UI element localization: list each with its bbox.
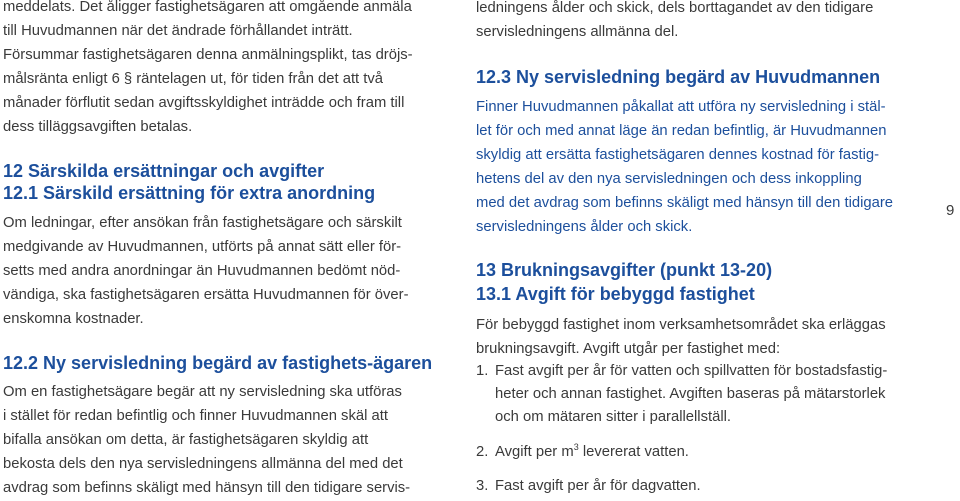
text-line: ledningens ålder och skick, dels borttagandet av den tidigare — [476, 0, 874, 16]
section-13-1-heading: 13.1 Avgift för bebyggd fastighet — [476, 284, 755, 304]
list-item — [476, 360, 927, 429]
list-number: 2. — [476, 444, 489, 460]
section-12-3-heading: 12.3 Ny servisledning begärd av Huvudmannen — [476, 67, 881, 87]
text-line: Finner Huvudmannen påkallat att utföra ny servisledning i stäl- — [476, 99, 886, 115]
continuation-paragraph — [476, 0, 873, 44]
text-line — [495, 441, 927, 464]
text-line: enskomna kostnader. — [3, 311, 144, 327]
text-line: bifalla ansökan om detta, är fastighetsägaren skyldig att — [3, 432, 369, 448]
text-line: Om ledningar, efter ansökan från fastighetsägare och särskilt — [3, 215, 402, 231]
section-13-1-body — [476, 313, 886, 361]
section-12-2-heading: 12.2 Ny servisledning begärd av fastighets-ägaren — [3, 353, 433, 373]
text-line: meddelats. Det åligger fastighetsägaren att omgående anmäla — [3, 0, 412, 15]
section-12-2-body — [3, 380, 410, 500]
text-line: let för och med annat läge än redan befintlig, är Huvudmannen — [476, 123, 887, 139]
section-12-1-body — [3, 211, 409, 331]
intro-paragraph — [3, 0, 413, 139]
list-text-post: levererat vatten. — [578, 444, 689, 460]
text-line: medgivande av Huvudmannen, utförts på annat sätt eller för- — [3, 239, 402, 255]
text-line: brukningsavgift. Avgift utgår per fastighet med: — [476, 341, 781, 357]
list-item — [476, 441, 927, 464]
text-line: månader förflutit sedan avgiftsskyldighet inträdde och fram till — [3, 95, 405, 111]
section-13-heading: 13 Brukningsavgifter (punkt 13-20) — [476, 260, 773, 280]
text-line: i stället för redan befintlig och finner Huvudmannen skäl att — [3, 408, 388, 424]
text-line: dess tilläggsavgiften betalas. — [3, 119, 193, 135]
text-line: Fast avgift per år för vatten och spillvatten för bostadsfastig- — [495, 363, 888, 379]
section-12-heading: 12 Särskilda ersättningar och avgifter — [3, 161, 325, 181]
text-line: setts med andra anordningar än Huvudmannen bedömt nöd- — [3, 263, 401, 279]
text-line: med det avdrag som befinns skäligt med hänsyn till den tidigare — [476, 195, 894, 211]
text-line: vändiga, ska fastighetsägaren ersätta Huvudmannen för över- — [3, 287, 409, 303]
text-line: servisledningens ålder och skick. — [476, 219, 693, 235]
text-line: Om en fastighetsägare begär att ny servisledning ska utföras — [3, 384, 402, 400]
text-line: skyldig att ersätta fastighetsägaren dennes kostnad för fastig- — [476, 147, 880, 163]
text-line: heter och annan fastighet. Avgiften baseras på mätarstorlek — [495, 386, 886, 402]
text-line: till Huvudmannen när det ändrade förhållandet inträtt. — [3, 23, 353, 39]
text-line: avdrag som befinns skäligt med hänsyn till den tidigare servis- — [3, 480, 411, 496]
text-line: För bebyggd fastighet inom verksamhetsområdet ska erläggas — [476, 317, 886, 333]
text-line: servisledningens allmänna del. — [476, 24, 679, 40]
text-line: målsränta enligt 6 § räntelagen ut, för tiden från det att två — [3, 71, 384, 87]
list-text-pre: Avgift per m — [495, 444, 574, 460]
text-line: Fast avgift per år för dagvatten. — [495, 478, 701, 494]
text-line: bekosta dels den nya servisledningens allmänna del med det — [3, 456, 403, 472]
superscript: 3 — [573, 442, 579, 453]
text-line: hetens del av den nya servisledningen och dess inkoppling — [476, 171, 862, 187]
page-number: 9 — [946, 202, 955, 219]
list-number: 3. — [476, 478, 489, 494]
list-number: 1. — [476, 363, 489, 379]
text-line: Försummar fastighetsägaren denna anmälningsplikt, tas dröjs- — [3, 47, 413, 63]
list-item — [476, 475, 927, 498]
section-12-3-body — [476, 95, 893, 239]
section-12-1-heading: 12.1 Särskild ersättning för extra anordning — [3, 183, 376, 203]
text-line: och om mätaren sitter i parallellställ. — [495, 409, 732, 425]
